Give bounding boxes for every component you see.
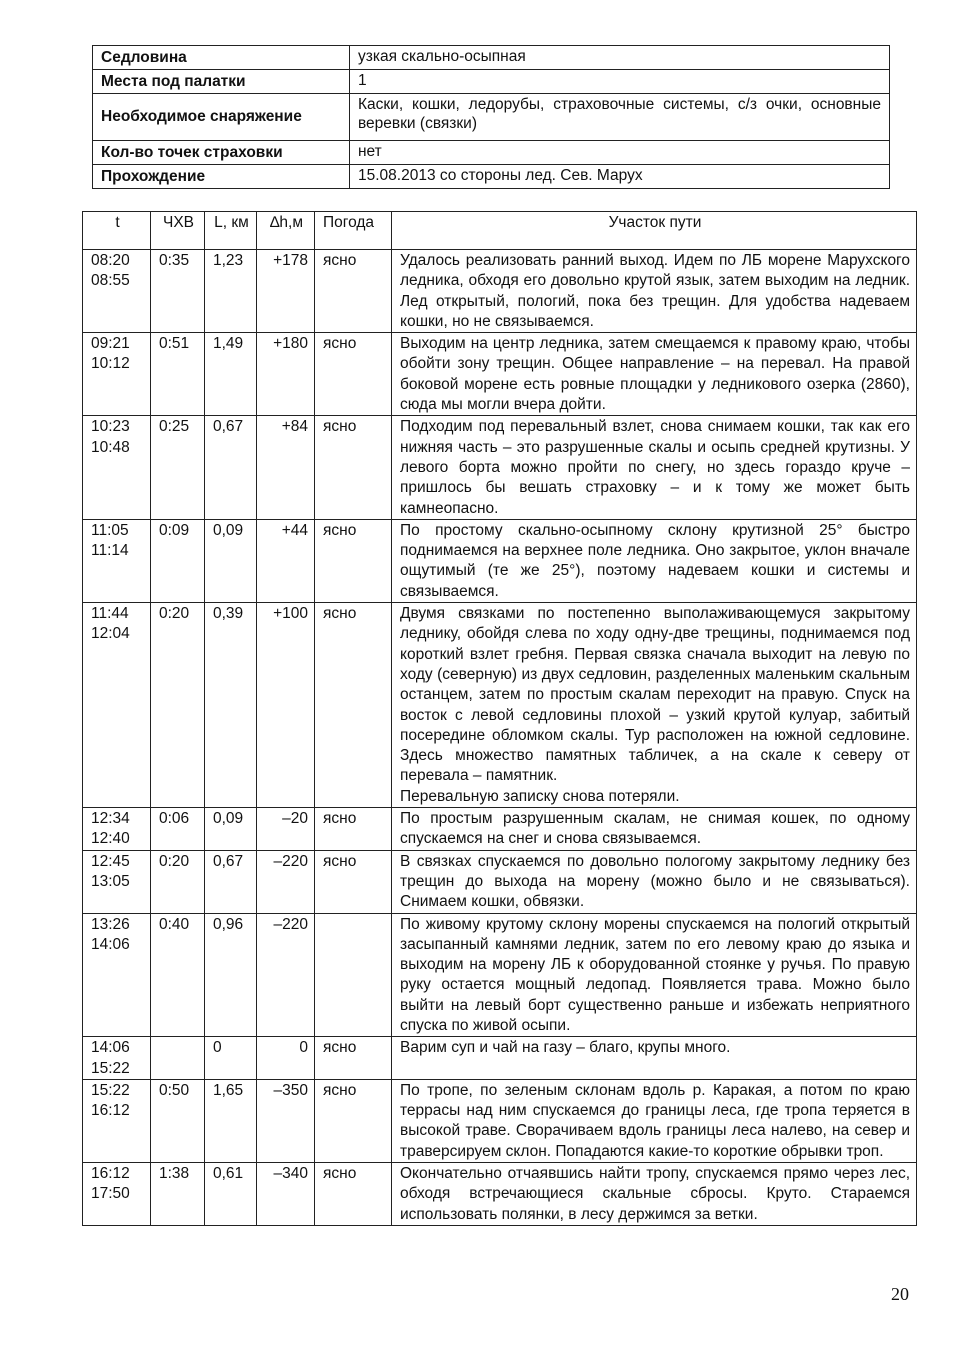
cell-weather: ясно bbox=[315, 519, 392, 602]
pass-summary-table bbox=[92, 45, 890, 189]
log-row bbox=[83, 250, 917, 333]
cell-route-description: Подходим под перевальный взлет, снова снимаем кошки, так как его нижняя часть – это разрушенные скалы и осыпь средней крутизны. У левого борта можно пройти по снегу, но здесь гораздо круче – пришлось бы вешать страховку – и к тому же может быть камнеопасно. bbox=[392, 416, 917, 519]
cell-distance: 0 bbox=[205, 1037, 257, 1080]
cell-route-description: Двумя связками по постепенно выполаживающемуся закрытому леднику, обойдя слева по ходу одну-две трещины, поднимаемся под короткий взлет гребня. Первая связка сначала выходит на левую по ходу (северную) из двух седловин, разделенных маленьким скальным останцем, затем по простым скалам переходит на правую. Спуск на восток с левой седловины плохой – узкий крутой кулуар, забитый посередине обломком скалы. Тур расположен на южной седловине. Здесь множество памятных табличек, а на скале к северу от перевала – памятник. Перевальную записку снова потеряли. bbox=[392, 603, 917, 808]
cell-route-description: Варим суп и чай на газу – благо, крупы много. bbox=[392, 1037, 917, 1080]
summary-key: Прохождение bbox=[93, 165, 350, 189]
log-header-row bbox=[83, 212, 917, 250]
log-row bbox=[83, 333, 917, 416]
cell-time: 16:12 17:50 bbox=[83, 1163, 151, 1226]
summary-row bbox=[93, 165, 890, 189]
summary-value: 1 bbox=[350, 70, 890, 94]
cell-distance: 0,39 bbox=[205, 603, 257, 808]
cell-weather: ясно bbox=[315, 333, 392, 416]
cell-time: 09:21 10:12 bbox=[83, 333, 151, 416]
cell-time: 11:44 12:04 bbox=[83, 603, 151, 808]
cell-elevation-change: –220 bbox=[257, 913, 315, 1037]
cell-route-description: По простым разрушенным скалам, не снимая кошек, по одному спускаемся на снег и снова связываемся. bbox=[392, 808, 917, 851]
cell-route-description: Окончательно отчаявшись найти тропу, спускаемся прямо через лес, обходя встречающиеся скальные сбросы. Круто. Стараемся использовать полянки, в лесу держимся за ветки. bbox=[392, 1163, 917, 1226]
cell-weather: ясно bbox=[315, 416, 392, 519]
log-row bbox=[83, 913, 917, 1037]
cell-elevation-change: 0 bbox=[257, 1037, 315, 1080]
cell-elevation-change: +180 bbox=[257, 333, 315, 416]
cell-route-description: Удалось реализовать ранний выход. Идем по ЛБ морене Марухского ледника, обходя его довольно крутой язык, затем выходим на ледник. Лед открытый, пологий, пока без трещин. Для удобства надеваем кошки, но не связываемся. bbox=[392, 250, 917, 333]
page-number: 20 bbox=[891, 1284, 909, 1304]
cell-route-description: В связках спускаемся по довольно пологому закрытому леднику без трещин до выхода на морену (можно было и не связываться). Снимаем кошки, обвязки. bbox=[392, 850, 917, 913]
cell-elevation-change: –350 bbox=[257, 1079, 315, 1162]
summary-key: Седловина bbox=[93, 46, 350, 70]
cell-chv: 0:20 bbox=[151, 850, 205, 913]
header-weather: Погода bbox=[315, 212, 392, 250]
summary-value: 15.08.2013 со стороны лед. Сев. Марух bbox=[350, 165, 890, 189]
cell-chv: 0:40 bbox=[151, 913, 205, 1037]
cell-time: 12:45 13:05 bbox=[83, 850, 151, 913]
cell-elevation-change: –20 bbox=[257, 808, 315, 851]
cell-weather: ясно bbox=[315, 603, 392, 808]
cell-weather: ясно bbox=[315, 850, 392, 913]
cell-time: 11:05 11:14 bbox=[83, 519, 151, 602]
cell-chv: 0:35 bbox=[151, 250, 205, 333]
cell-time: 10:23 10:48 bbox=[83, 416, 151, 519]
cell-distance: 0,67 bbox=[205, 416, 257, 519]
cell-elevation-change: –340 bbox=[257, 1163, 315, 1226]
cell-distance: 0,09 bbox=[205, 519, 257, 602]
cell-elevation-change: +178 bbox=[257, 250, 315, 333]
log-body bbox=[83, 250, 917, 1226]
header-route-segment: Участок пути bbox=[392, 212, 917, 250]
cell-route-description: Выходим на центр ледника, затем смещаемся к правому краю, чтобы обойти зону трещин. Общее направление – на перевал. На правой боковой морене есть ровные площадки у ледникового озерка (2860), сюда мы могли вчера дойти. bbox=[392, 333, 917, 416]
cell-chv: 0:20 bbox=[151, 603, 205, 808]
summary-row bbox=[93, 94, 890, 141]
summary-value: узкая скально-осыпная bbox=[350, 46, 890, 70]
cell-elevation-change: –220 bbox=[257, 850, 315, 913]
summary-row bbox=[93, 46, 890, 70]
log-row bbox=[83, 1037, 917, 1080]
cell-distance: 0,96 bbox=[205, 913, 257, 1037]
log-row bbox=[83, 416, 917, 519]
cell-weather: ясно bbox=[315, 1037, 392, 1080]
log-row bbox=[83, 1079, 917, 1162]
cell-elevation-change: +84 bbox=[257, 416, 315, 519]
cell-weather: ясно bbox=[315, 808, 392, 851]
header-time: t bbox=[83, 212, 151, 250]
log-row bbox=[83, 850, 917, 913]
cell-time: 08:20 08:55 bbox=[83, 250, 151, 333]
cell-chv: 0:51 bbox=[151, 333, 205, 416]
summary-key: Места под палатки bbox=[93, 70, 350, 94]
cell-chv: 0:09 bbox=[151, 519, 205, 602]
log-row bbox=[83, 519, 917, 602]
cell-time: 13:26 14:06 bbox=[83, 913, 151, 1037]
cell-time: 14:06 15:22 bbox=[83, 1037, 151, 1080]
cell-distance: 1,65 bbox=[205, 1079, 257, 1162]
cell-chv: 0:25 bbox=[151, 416, 205, 519]
cell-weather: ясно bbox=[315, 1163, 392, 1226]
cell-weather bbox=[315, 913, 392, 1037]
cell-distance: 1,49 bbox=[205, 333, 257, 416]
log-row bbox=[83, 808, 917, 851]
cell-route-description: По простому скально-осыпному склону крутизной 25° быстро поднимаемся на верхнее поле ледника. Оно закрытое, уклон вначале ощутимый (те же 25°), поэтому надеваем кошки и системы и связываемся. bbox=[392, 519, 917, 602]
cell-time: 15:22 16:12 bbox=[83, 1079, 151, 1162]
cell-weather: ясно bbox=[315, 1079, 392, 1162]
header-distance: L, км bbox=[205, 212, 257, 250]
log-row bbox=[83, 1163, 917, 1226]
cell-chv bbox=[151, 1037, 205, 1080]
summary-value: нет bbox=[350, 141, 890, 165]
cell-weather: ясно bbox=[315, 250, 392, 333]
header-elevation-change: ∆h,м bbox=[257, 212, 315, 250]
cell-distance: 0,61 bbox=[205, 1163, 257, 1226]
cell-distance: 0,09 bbox=[205, 808, 257, 851]
cell-distance: 0,67 bbox=[205, 850, 257, 913]
cell-chv: 0:06 bbox=[151, 808, 205, 851]
summary-value: Каски, кошки, ледорубы, страховочные системы, с/з очки, основные веревки (связки) bbox=[350, 94, 890, 141]
summary-row bbox=[93, 70, 890, 94]
log-row bbox=[83, 603, 917, 808]
cell-elevation-change: +44 bbox=[257, 519, 315, 602]
route-log-table bbox=[82, 211, 917, 1226]
cell-chv: 1:38 bbox=[151, 1163, 205, 1226]
summary-row bbox=[93, 141, 890, 165]
cell-chv: 0:50 bbox=[151, 1079, 205, 1162]
cell-time: 12:34 12:40 bbox=[83, 808, 151, 851]
header-chv: ЧХВ bbox=[151, 212, 205, 250]
cell-distance: 1,23 bbox=[205, 250, 257, 333]
summary-key: Необходимое снаряжение bbox=[93, 94, 350, 141]
cell-route-description: По живому крутому склону морены спускаемся на пологий открытый засыпанный камнями ледник, затем по его левому краю до языка и выходим на морену ЛБ к оборудованной стоянке у ручья. По правую руку остается мощный ледопад. Появляется трава. Можно было выйти на левый борт существенно раньше и избежать неприятного спуска по живой осыпи. bbox=[392, 913, 917, 1037]
summary-key: Кол-во точек страховки bbox=[93, 141, 350, 165]
cell-elevation-change: +100 bbox=[257, 603, 315, 808]
cell-route-description: По тропе, по зеленым склонам вдоль р. Каракая, а потом по краю террасы над ним спускаемся до границы леса, где тропа теряется в высокой траве. Сворачиваем вдоль границы леса налево, на север и траверсируем склон. Попадаются какие-то короткие обрывки троп. bbox=[392, 1079, 917, 1162]
